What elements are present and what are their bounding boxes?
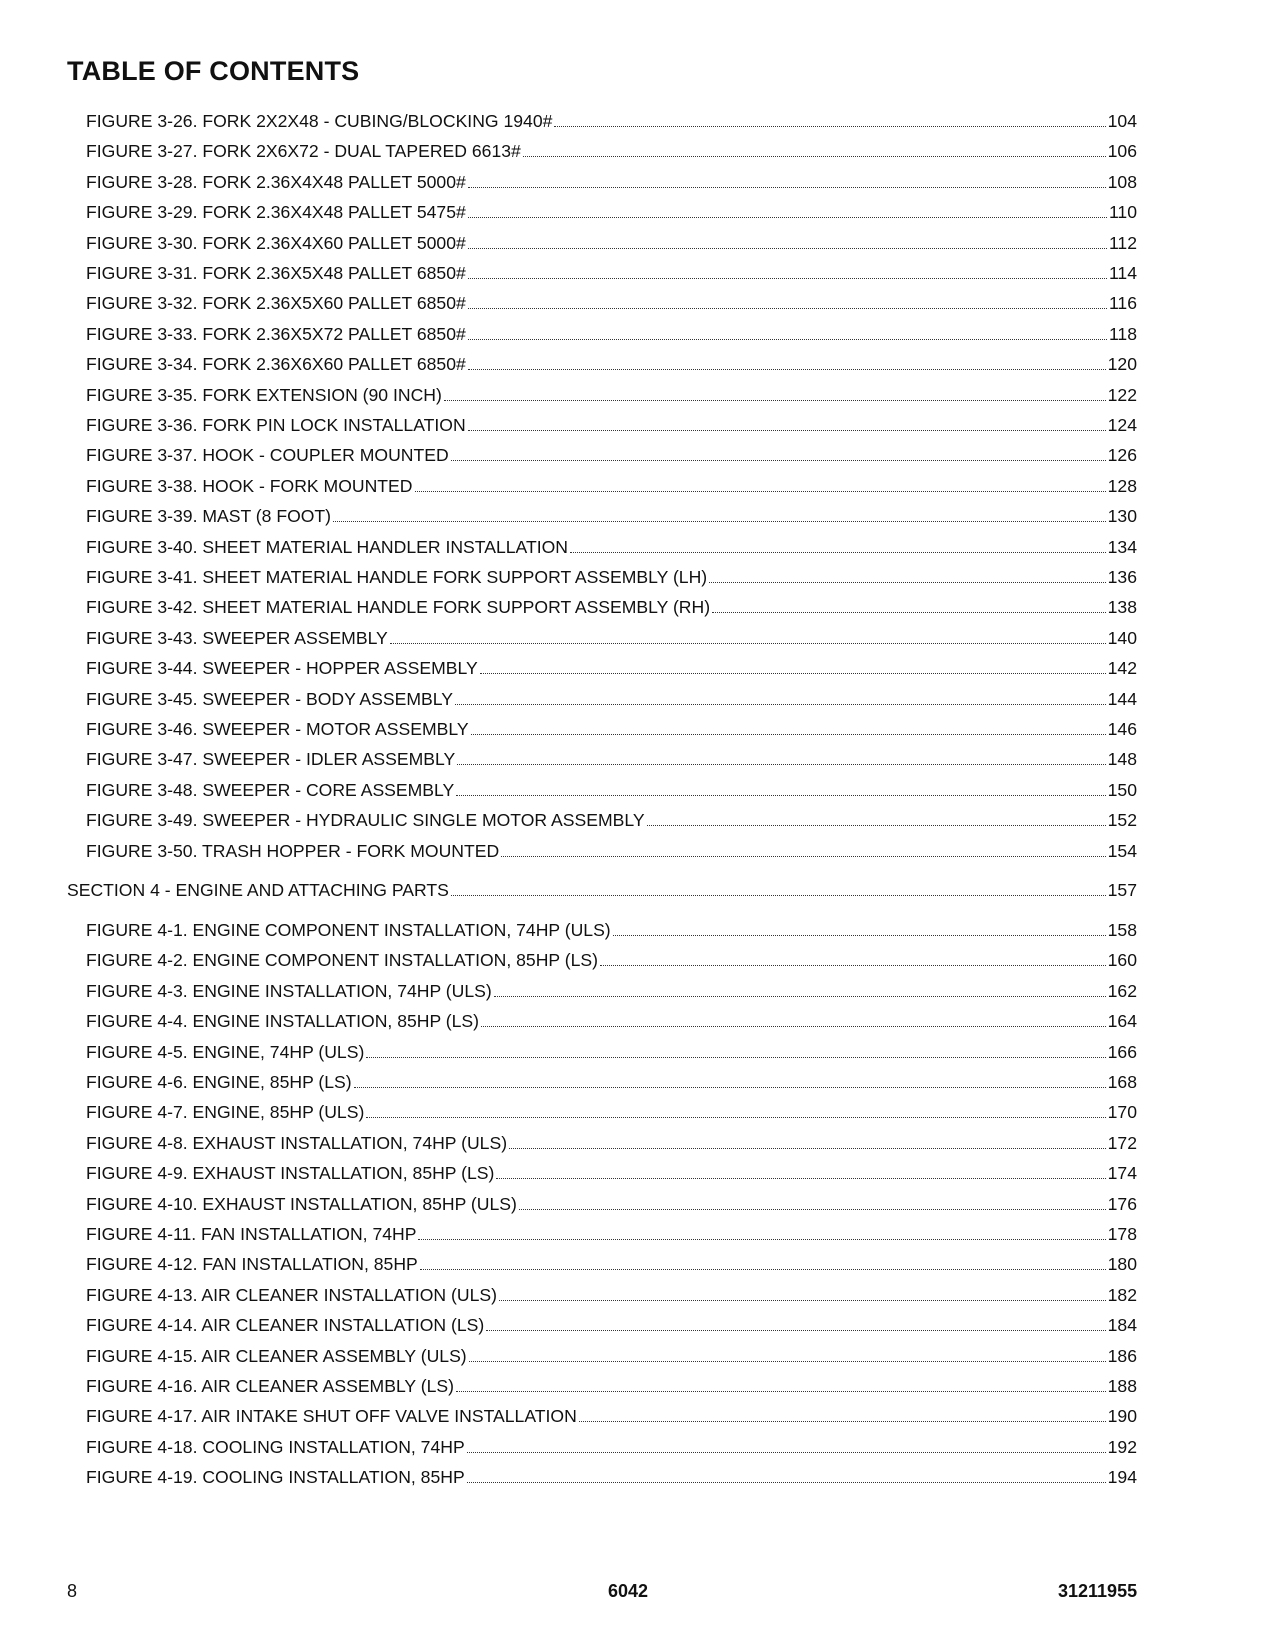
toc-dot-leader (499, 1300, 1106, 1301)
toc-entry-page: 120 (1107, 354, 1137, 375)
toc-dot-leader (496, 1178, 1105, 1179)
toc-entry-label: FIGURE 3-47. SWEEPER - IDLER ASSEMBLY (86, 749, 456, 770)
toc-entry-page: 190 (1107, 1406, 1137, 1427)
toc-dot-leader (613, 935, 1106, 936)
toc-figure-entry[interactable] (86, 414, 1137, 436)
toc-entry-page: 182 (1107, 1284, 1137, 1305)
toc-entry-label: FIGURE 4-4. ENGINE INSTALLATION, 85HP (LS) (86, 1011, 480, 1032)
toc-figure-entry[interactable] (86, 809, 1137, 831)
toc-entry-page: 164 (1107, 1011, 1137, 1032)
toc-dot-leader (456, 1391, 1106, 1392)
toc-entry-page: 176 (1107, 1193, 1137, 1214)
toc-figure-entry[interactable] (86, 262, 1137, 284)
toc-dot-leader (480, 673, 1106, 674)
toc-figure-entry[interactable] (86, 1466, 1137, 1488)
toc-entry-page: 142 (1107, 658, 1137, 679)
toc-figure-entry[interactable] (86, 292, 1137, 314)
toc-figure-entry[interactable] (86, 353, 1137, 375)
toc-dot-leader (709, 582, 1105, 583)
toc-figure-entry[interactable] (86, 596, 1137, 618)
toc-entry-label: FIGURE 4-3. ENGINE INSTALLATION, 74HP (ULS) (86, 980, 492, 1001)
toc-dot-leader (457, 764, 1105, 765)
toc-dot-leader (501, 856, 1105, 857)
toc-entry-page: 186 (1107, 1345, 1137, 1366)
toc-entry-label: FIGURE 3-38. HOOK - FORK MOUNTED (86, 475, 413, 496)
toc-entry-page: 114 (1108, 263, 1137, 283)
toc-figure-entry[interactable] (86, 718, 1137, 740)
toc-dot-leader (647, 825, 1106, 826)
toc-entry-label: FIGURE 4-5. ENGINE, 74HP (ULS) (86, 1041, 365, 1062)
toc-dot-leader (554, 126, 1105, 127)
toc-dot-leader (468, 248, 1107, 249)
toc-entry-label: SECTION 4 - ENGINE AND ATTACHING PARTS (67, 880, 449, 900)
toc-entry-page: 126 (1107, 445, 1137, 466)
toc-dot-leader (579, 1421, 1106, 1422)
toc-dot-leader (418, 1239, 1105, 1240)
toc-dot-leader (519, 1209, 1106, 1210)
toc-figure-entry[interactable] (86, 1071, 1137, 1093)
toc-figure-entry[interactable] (86, 1405, 1137, 1427)
toc-dot-leader (354, 1087, 1106, 1088)
toc-figure-entry[interactable] (86, 1436, 1137, 1458)
toc-entry-page: 138 (1107, 597, 1137, 618)
toc-dot-leader (451, 460, 1106, 461)
toc-section-entry[interactable] (67, 879, 1137, 901)
toc-figure-entry[interactable] (86, 840, 1137, 862)
toc-entry-label: FIGURE 3-44. SWEEPER - HOPPER ASSEMBLY (86, 658, 478, 679)
toc-dot-leader (468, 278, 1107, 279)
footer-doc-number: 31211955 (1058, 1581, 1138, 1601)
toc-dot-leader (509, 1148, 1106, 1149)
toc-figure-entry[interactable] (86, 748, 1137, 770)
toc-entry-page: 172 (1107, 1132, 1137, 1153)
toc-dot-leader (570, 552, 1106, 553)
toc-entry-label: FIGURE 3-26. FORK 2X2X48 - CUBING/BLOCKING 1940# (86, 111, 553, 131)
toc-figure-entry[interactable] (86, 536, 1137, 558)
toc-entry-page: 146 (1107, 719, 1137, 739)
toc-figure-entry[interactable] (86, 627, 1137, 649)
footer-model: 6042 (608, 1581, 649, 1601)
toc-figure-entry[interactable] (86, 1375, 1137, 1397)
toc-entry-page: 140 (1107, 627, 1137, 648)
toc-figure-entry[interactable] (86, 779, 1137, 801)
toc-dot-leader (468, 430, 1106, 431)
toc-figure-entry[interactable] (86, 232, 1137, 254)
toc-entry-label: FIGURE 3-40. SHEET MATERIAL HANDLER INSTALLATION (86, 536, 568, 557)
toc-entry-label: FIGURE 3-34. FORK 2.36X6X60 PALLET 6850# (86, 354, 466, 375)
toc-figure-entry[interactable] (86, 201, 1137, 223)
toc-figure-entry[interactable] (86, 657, 1137, 679)
toc-entry-page: 118 (1108, 323, 1137, 344)
toc-entry-label: FIGURE 3-28. FORK 2.36X4X48 PALLET 5000# (86, 171, 466, 192)
toc-entry-label: FIGURE 3-45. SWEEPER - BODY ASSEMBLY (86, 688, 453, 709)
toc-figure-entry[interactable] (86, 980, 1137, 1002)
toc-entry-label: FIGURE 4-10. EXHAUST INSTALLATION, 85HP (ULS) (86, 1193, 517, 1214)
toc-entry-page: 184 (1107, 1315, 1137, 1336)
toc-entry-label: FIGURE 3-43. SWEEPER ASSEMBLY (86, 627, 388, 648)
toc-entry-page: 168 (1107, 1072, 1137, 1092)
toc-entry-page: 116 (1108, 293, 1137, 314)
toc-entry-label: FIGURE 3-50. TRASH HOPPER - FORK MOUNTED (86, 840, 500, 861)
toc-dot-leader (481, 1026, 1106, 1027)
toc-dot-leader (420, 1269, 1106, 1270)
toc-entry-page: 106 (1107, 141, 1137, 162)
toc-dot-leader (468, 369, 1106, 370)
toc-entry-label: FIGURE 4-17. AIR INTAKE SHUT OFF VALVE INSTALLATION (86, 1406, 577, 1427)
toc-dot-leader (494, 996, 1106, 997)
toc-entry-page: 154 (1107, 840, 1137, 861)
toc-entry-label: FIGURE 3-32. FORK 2.36X5X60 PALLET 6850# (86, 293, 466, 314)
toc-entry-page: 152 (1107, 810, 1137, 831)
toc-entry-page: 166 (1107, 1041, 1137, 1062)
toc-figure-entry[interactable] (86, 444, 1137, 466)
toc-dot-leader (471, 734, 1106, 735)
toc-figure-entry[interactable] (86, 1314, 1137, 1336)
toc-entry-page: 136 (1107, 567, 1137, 587)
toc-entry-page: 180 (1107, 1254, 1137, 1275)
toc-dot-leader (444, 400, 1106, 401)
toc-figure-entry[interactable] (86, 1101, 1137, 1123)
toc-entry-label: FIGURE 4-13. AIR CLEANER INSTALLATION (ULS) (86, 1284, 497, 1305)
toc-figure-entry[interactable] (86, 475, 1137, 497)
toc-figure-entry[interactable] (86, 1010, 1137, 1032)
toc-figure-entry[interactable] (86, 1345, 1137, 1367)
toc-dot-leader (600, 965, 1106, 966)
toc-entry-page: 188 (1107, 1376, 1137, 1396)
toc-dot-leader (468, 217, 1107, 218)
toc-entry-label: FIGURE 3-46. SWEEPER - MOTOR ASSEMBLY (86, 719, 469, 739)
toc-entry-page: 134 (1107, 536, 1137, 557)
toc-entry-label: FIGURE 4-19. COOLING INSTALLATION, 85HP (86, 1467, 465, 1488)
toc-figure-entry[interactable] (86, 1193, 1137, 1215)
toc-entry-page: 130 (1107, 506, 1137, 527)
toc-dot-leader (523, 156, 1106, 157)
toc-entry-label: FIGURE 4-6. ENGINE, 85HP (LS) (86, 1072, 352, 1092)
toc-entry-label: FIGURE 4-18. COOLING INSTALLATION, 74HP (86, 1436, 465, 1457)
toc-figure-entry[interactable] (86, 688, 1137, 710)
toc-entry-label: FIGURE 3-48. SWEEPER - CORE ASSEMBLY (86, 779, 455, 800)
toc-dot-leader (415, 491, 1106, 492)
toc-dot-leader (468, 339, 1107, 340)
toc-entry-page: 174 (1107, 1163, 1137, 1184)
toc-entry-label: FIGURE 4-1. ENGINE COMPONENT INSTALLATION, 74HP (ULS) (86, 920, 611, 940)
toc-figure-entry[interactable] (86, 505, 1137, 527)
toc-entry-label: FIGURE 3-49. SWEEPER - HYDRAULIC SINGLE MOTOR ASSEMBLY (86, 810, 645, 831)
toc-entry-page: 124 (1107, 415, 1137, 435)
toc-entry-page: 128 (1107, 475, 1137, 496)
toc-figure-entry[interactable] (86, 1253, 1137, 1275)
toc-entry-page: 192 (1107, 1436, 1137, 1457)
toc-entry-page: 104 (1107, 111, 1137, 131)
toc-entry-label: FIGURE 3-31. FORK 2.36X5X48 PALLET 6850# (86, 263, 466, 283)
toc-entry-page: 110 (1108, 202, 1137, 223)
toc-entry-label: FIGURE 4-9. EXHAUST INSTALLATION, 85HP (LS) (86, 1163, 495, 1184)
toc-dot-leader (455, 704, 1106, 705)
toc-dot-leader (456, 795, 1105, 796)
toc-entry-label: FIGURE 4-16. AIR CLEANER ASSEMBLY (LS) (86, 1376, 454, 1396)
toc-dot-leader (451, 895, 1106, 896)
toc-figure-entry[interactable] (86, 949, 1137, 971)
toc-dot-leader (467, 1482, 1106, 1483)
toc-figure-entry[interactable] (86, 1162, 1137, 1184)
toc-entry-label: FIGURE 3-39. MAST (8 FOOT) (86, 506, 332, 527)
toc-dot-leader (712, 612, 1106, 613)
toc-entry-label: FIGURE 3-37. HOOK - COUPLER MOUNTED (86, 445, 449, 466)
toc-entry-label: FIGURE 4-11. FAN INSTALLATION, 74HP (86, 1224, 417, 1244)
toc-entry-label: FIGURE 4-12. FAN INSTALLATION, 85HP (86, 1254, 418, 1275)
toc-figure-entry[interactable] (86, 323, 1137, 345)
toc-dot-leader (366, 1057, 1105, 1058)
toc-entry-page: 178 (1107, 1224, 1137, 1244)
toc-entry-label: FIGURE 3-30. FORK 2.36X4X60 PALLET 5000# (86, 232, 466, 253)
toc-entry-page: 194 (1107, 1467, 1137, 1488)
toc-figure-entry[interactable] (86, 1223, 1137, 1245)
toc-entry-page: 158 (1107, 920, 1137, 940)
toc-entry-label: FIGURE 3-29. FORK 2.36X4X48 PALLET 5475# (86, 202, 466, 223)
toc-dot-leader (468, 308, 1107, 309)
toc-entry-label: FIGURE 4-2. ENGINE COMPONENT INSTALLATION, 85HP (LS) (86, 950, 598, 971)
toc-entry-page: 157 (1107, 880, 1137, 900)
toc-entry-label: FIGURE 4-14. AIR CLEANER INSTALLATION (LS) (86, 1315, 485, 1336)
toc-entry-label: FIGURE 3-36. FORK PIN LOCK INSTALLATION (86, 415, 466, 435)
toc-entry-page: 122 (1107, 384, 1137, 405)
toc-dot-leader (468, 187, 1106, 188)
toc-dot-leader (467, 1452, 1106, 1453)
toc-figure-entry[interactable] (86, 384, 1137, 406)
toc-figure-entry[interactable] (86, 1041, 1137, 1063)
toc-entry-label: FIGURE 3-33. FORK 2.36X5X72 PALLET 6850# (86, 323, 466, 344)
toc-figure-entry[interactable] (86, 140, 1137, 162)
toc-entry-label: FIGURE 3-42. SHEET MATERIAL HANDLE FORK SUPPORT ASSEMBLY (RH) (86, 597, 711, 618)
toc-entry-page: 108 (1107, 171, 1137, 192)
toc-entry-label: FIGURE 3-35. FORK EXTENSION (90 INCH) (86, 384, 442, 405)
toc-dot-leader (333, 521, 1106, 522)
toc-entry-page: 170 (1107, 1102, 1137, 1123)
toc-dot-leader (390, 643, 1106, 644)
footer-page-number: 8 (67, 1581, 78, 1601)
toc-figure-entry[interactable] (86, 171, 1137, 193)
toc-entry-label: FIGURE 4-8. EXHAUST INSTALLATION, 74HP (ULS) (86, 1132, 508, 1153)
toc-entry-label: FIGURE 3-27. FORK 2X6X72 - DUAL TAPERED 6613# (86, 141, 521, 162)
toc-entry-page: 162 (1107, 980, 1137, 1001)
toc-entry-label: FIGURE 3-41. SHEET MATERIAL HANDLE FORK SUPPORT ASSEMBLY (LH) (86, 567, 708, 587)
toc-entry-page: 112 (1108, 232, 1137, 253)
toc-figure-entry[interactable] (86, 919, 1137, 941)
toc-entry-label: FIGURE 4-15. AIR CLEANER ASSEMBLY (ULS) (86, 1345, 467, 1366)
toc-figure-entry[interactable] (86, 1132, 1137, 1154)
toc-entry-page: 148 (1107, 749, 1137, 770)
toc-dot-leader (469, 1361, 1106, 1362)
toc-entry-page: 144 (1107, 688, 1137, 709)
page-title: TABLE OF CONTENTS (67, 56, 360, 86)
toc-figure-entry[interactable] (86, 1284, 1137, 1306)
toc-dot-leader (486, 1330, 1105, 1331)
toc-dot-leader (366, 1117, 1105, 1118)
toc-entry-label: FIGURE 4-7. ENGINE, 85HP (ULS) (86, 1102, 365, 1123)
toc-figure-entry[interactable] (86, 566, 1137, 588)
toc-entry-page: 160 (1107, 950, 1137, 971)
toc-entry-page: 150 (1107, 779, 1137, 800)
toc-figure-entry[interactable] (86, 110, 1137, 132)
